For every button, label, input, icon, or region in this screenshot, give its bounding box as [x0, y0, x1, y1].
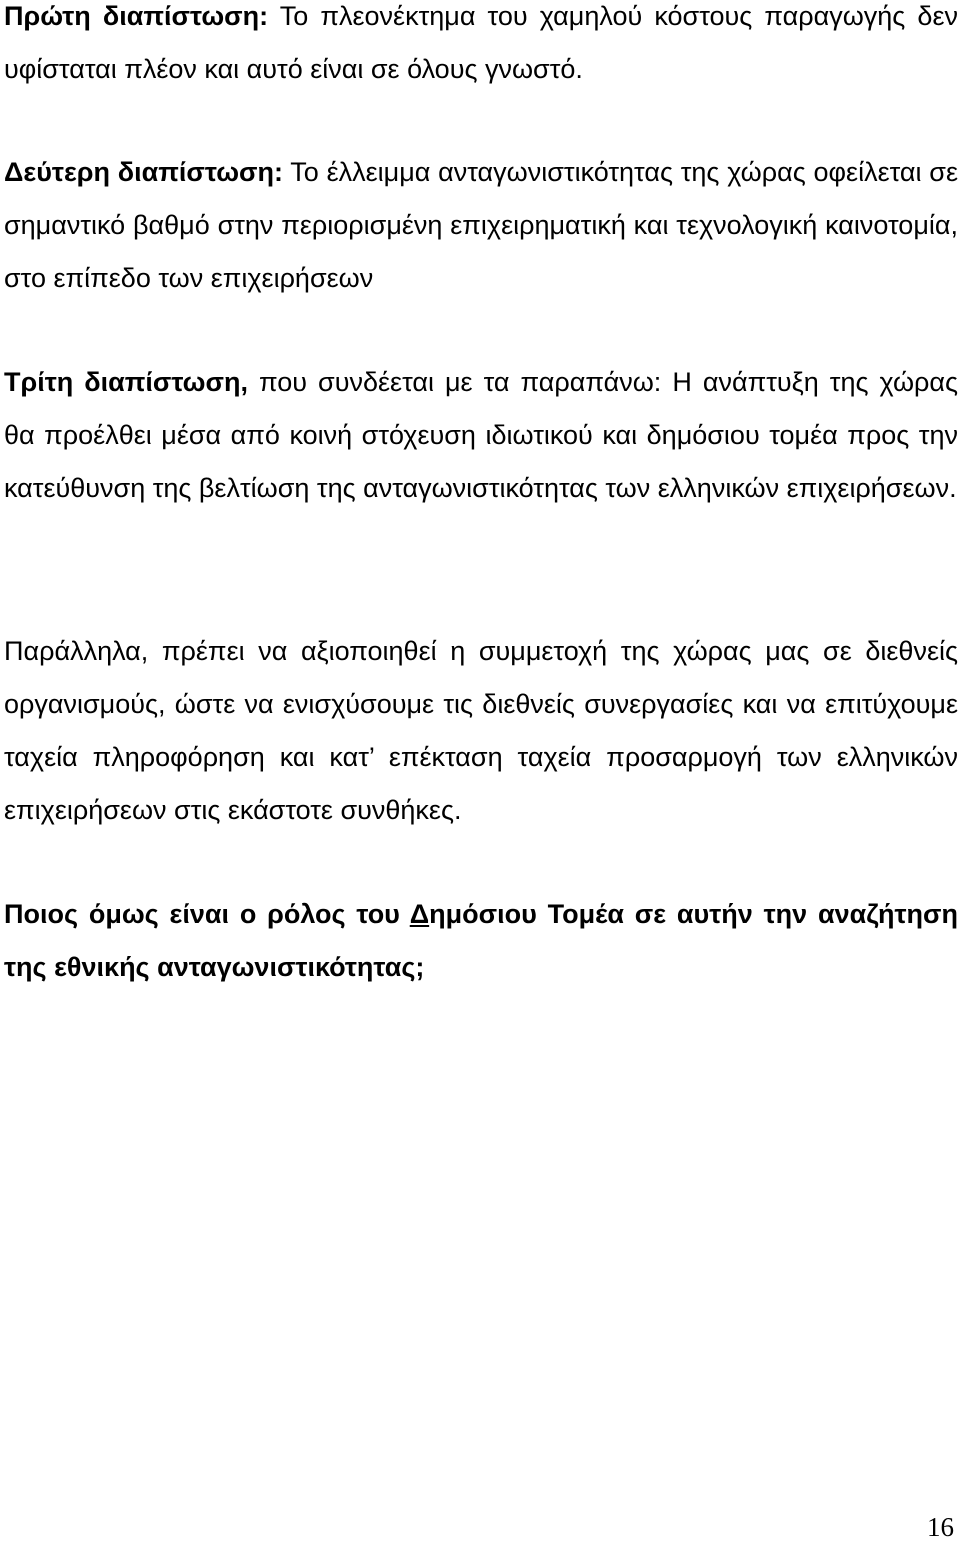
international-cooperation-text: Παράλληλα, πρέπει να αξιοποιηθεί η συμμετοχή της χώρας μας σε διεθνείς οργανισμούς, ώστε να ενισχύσουμε τις διεθνείς συνεργασίες και να επιτύχουμε ταχεία πληροφόρηση και κατ’ επέκταση ταχεία προσαρμογή των ελληνικών επιχειρήσεων στις εκάστοτε συνθήκες. [4, 636, 958, 825]
paragraph-second-finding [4, 146, 958, 305]
paragraph-first-finding [4, 0, 958, 96]
question-public-sector-role [4, 888, 958, 994]
question-text-start: Ποιος όμως είναι ο ρόλος του [4, 899, 410, 929]
paragraph-international-cooperation [4, 625, 958, 837]
third-finding-text: που συνδέεται με τα παραπάνω: Η ανάπτυξη της χώρας θα προέλθει μέσα από κοινή στόχευση ιδιωτικού και δημόσιου τομέα προς την κατεύθυνση της βελτίωση της ανταγωνιστικότητας των ελληνικών επιχειρήσεων. [4, 367, 959, 503]
second-finding-text: Το έλλειμμα ανταγωνιστικότητας της χώρας οφείλεται σε σημαντικό βαθμό στην περιορισμένη επιχειρηματική και τεχνολογική καινοτομία, στο επίπεδο των επιχειρήσεων [4, 157, 958, 293]
paragraph-third-finding [4, 356, 958, 515]
question-underlined-letter: Δ [409, 899, 430, 929]
first-finding-label: Πρώτη διαπίστωση: [4, 1, 269, 31]
page-number: 16 [927, 1512, 954, 1542]
second-finding-label: Δεύτερη διαπίστωση: [4, 157, 283, 187]
question-text-end: ημόσιου Τομέα σε αυτήν την αναζήτηση της εθνικής ανταγωνιστικότητας; [4, 899, 958, 982]
first-finding-text: Το πλεονέκτημα του χαμηλού κόστους παραγωγής δεν υφίσταται πλέον και αυτό είναι σε όλους γνωστό. [4, 1, 958, 84]
third-finding-label: Τρίτη διαπίστωση, [4, 367, 248, 397]
